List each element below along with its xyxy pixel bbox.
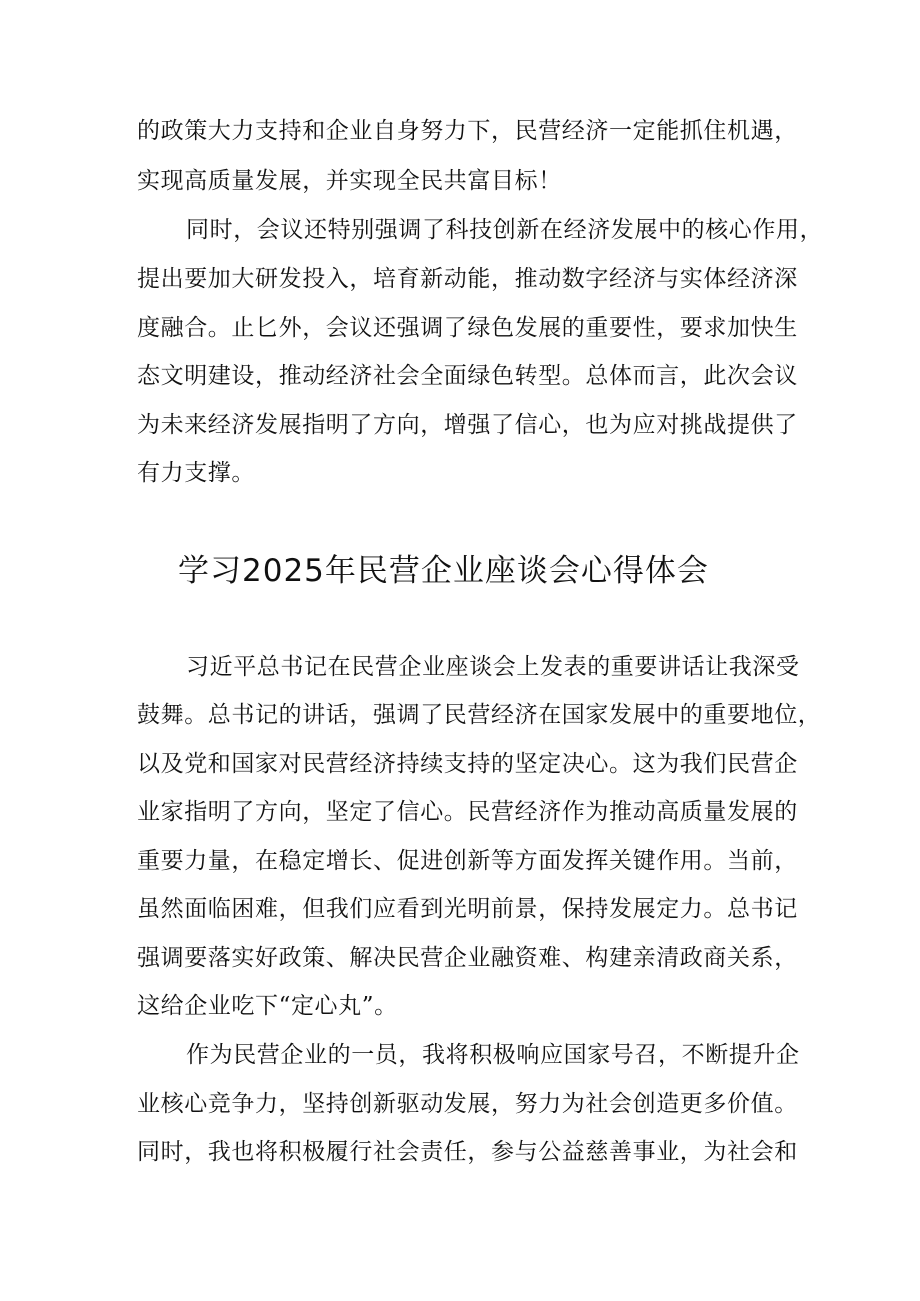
text-line: 提出要加大研发投入，培育新动能，推动数字经济与实体经济深 xyxy=(137,266,798,292)
text-line: 鼓舞。总书记的讲话，强调了民营经济在国家发展中的重要地位， xyxy=(137,702,822,728)
section-heading: 学习2025年民营企业座谈会心得体会 xyxy=(178,553,709,589)
text-line: 虽然面临困难，但我们应看到光明前景，保持发展定力。总书记 xyxy=(137,896,798,922)
text-line: 态文明建设，推动经济社会全面绿色转型。总体而言，此次会议 xyxy=(137,363,798,389)
text-line: 以及党和国家对民营经济持续支持的坚定决心。这为我们民营企 xyxy=(137,751,798,777)
text-line: 同时，会议还特别强调了科技创新在经济发展中的核心作用， xyxy=(186,217,824,243)
text-line: 这给企业吃下“定心丸”。 xyxy=(137,993,398,1019)
text-line: 习近平总书记在民营企业座谈会上发表的重要讲话让我深受 xyxy=(186,654,800,680)
text-line: 为未来经济发展指明了方向，增强了信心，也为应对挑战提供了 xyxy=(137,412,798,438)
text-line: 有力支撑。 xyxy=(137,460,255,486)
text-line: 度融合。止匕外，会议还强调了绿色发展的重要性，要求加快生 xyxy=(137,315,798,341)
text-line: 业家指明了方向，坚定了信心。民营经济作为推动高质量发展的 xyxy=(137,799,798,825)
text-line: 强调要落实好政策、解决民营企业融资难、构建亲清政商关系， xyxy=(137,945,798,971)
text-line: 业核心竞争力，坚持创新驱动发展，努力为社会创造更多价值。 xyxy=(137,1091,798,1117)
text-line: 作为民营企业的一员，我将积极响应国家号召，不断提升企 xyxy=(186,1042,800,1068)
text-line: 重要力量，在稳定增长、促进创新等方面发挥关键作用。当前， xyxy=(137,848,798,874)
text-line: 的政策大力支持和企业自身努力下，民营经济一定能抓住机遇， xyxy=(137,118,798,144)
text-line: 同时，我也将积极履行社会责任，参与公益慈善事业，为社会和 xyxy=(137,1139,798,1165)
text-line: 实现高质量发展，并实现全民共富目标！ xyxy=(137,168,562,194)
